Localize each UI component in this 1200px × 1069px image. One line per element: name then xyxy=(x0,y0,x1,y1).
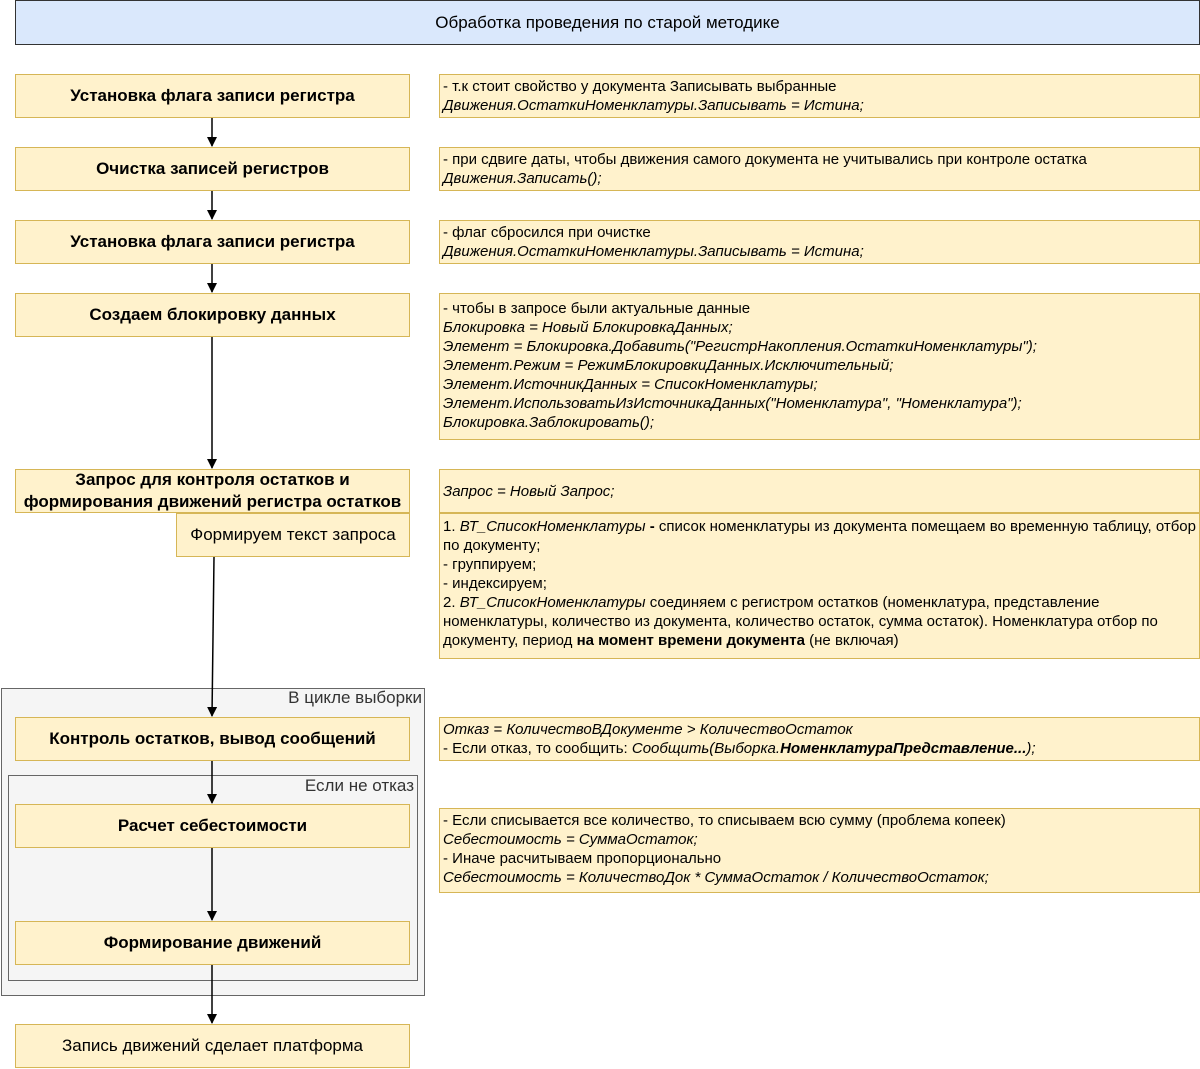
step-build-query-text: Формируем текст запроса xyxy=(176,513,410,557)
step-create-data-lock: Создаем блокировку данных xyxy=(15,293,410,337)
step-balance-query: Запрос для контроля остатков и формирования движений регистра остатков xyxy=(15,469,410,513)
step-set-register-flag: Установка флага записи регистра xyxy=(15,74,410,118)
arrow-s5-s6 xyxy=(212,557,214,716)
loop-group-label: В цикле выборки xyxy=(288,688,422,707)
note-data-lock: - чтобы в запросе были актуальные данные Блокировка = Новый БлокировкаДанных; Элемент = Блокировка.Добавить("РегистрНакопления.ОстаткиНоменклатуры"); Элемент.Режим = РежимБлокировкиДанных.Исключительный; Элемент.ИсточникДанных = СписокНоменклатуры; Элемент.ИспользоватьИзИсточникаДанных("Номенклатура", "Номенклатура"); Блокировка.Заблокировать(); xyxy=(439,293,1200,440)
note-set-register-flag: - т.к стоит свойство у документа Записывать выбранные Движения.ОстаткиНоменклатуры.Записывать = Истина; xyxy=(439,74,1200,118)
if-group-label: Если не отказ xyxy=(304,776,414,795)
note-clear-records: - при сдвиге даты, чтобы движения самого документа не учитывались при контроле остатка Движения.Записать(); xyxy=(439,147,1200,191)
note-cost-calculation: - Если списывается все количество, то списываем всю сумму (проблема копеек) Себестоимость = СуммаОстаток; - Иначе расчитываем пропорционально Себестоимость = КоличествоДок * СуммаОстаток / КоличествоОстаток; xyxy=(439,808,1200,893)
step-set-register-flag-again: Установка флага записи регистра xyxy=(15,220,410,264)
step-clear-register-records: Очистка записей регистров xyxy=(15,147,410,191)
step-platform-writes: Запись движений сделает платформа xyxy=(15,1024,410,1068)
step-cost-calculation: Расчет себестоимости xyxy=(15,804,410,848)
note-new-query: Запрос = Новый Запрос; xyxy=(439,469,1200,513)
step-form-movements: Формирование движений xyxy=(15,921,410,965)
note-balance-control: Отказ = КоличествоВДокументе > КоличествоОстаток - Если отказ, то сообщить: Сообщить(Выборка.НоменклатураПредставление...); xyxy=(439,717,1200,761)
note-query-text: 1. ВТ_СписокНоменклатуры - список номенклатуры из документа помещаем во временную таблицу, отбор по документу; - группируем; - индексируем; 2. ВТ_СписокНоменклатуры соединяем с регистром остатков (номенклатура, представление номенклатуры, количество из документа, количество остаток, сумма остаток). Номенклатура отбор по документу, период на момент времени документа (не включая) xyxy=(439,513,1200,659)
note-flag-reset: - флаг сбросился при очистке Движения.ОстаткиНоменклатуры.Записывать = Истина; xyxy=(439,220,1200,264)
step-balance-control: Контроль остатков, вывод сообщений xyxy=(15,717,410,761)
diagram-title: Обработка проведения по старой методике xyxy=(15,0,1200,45)
